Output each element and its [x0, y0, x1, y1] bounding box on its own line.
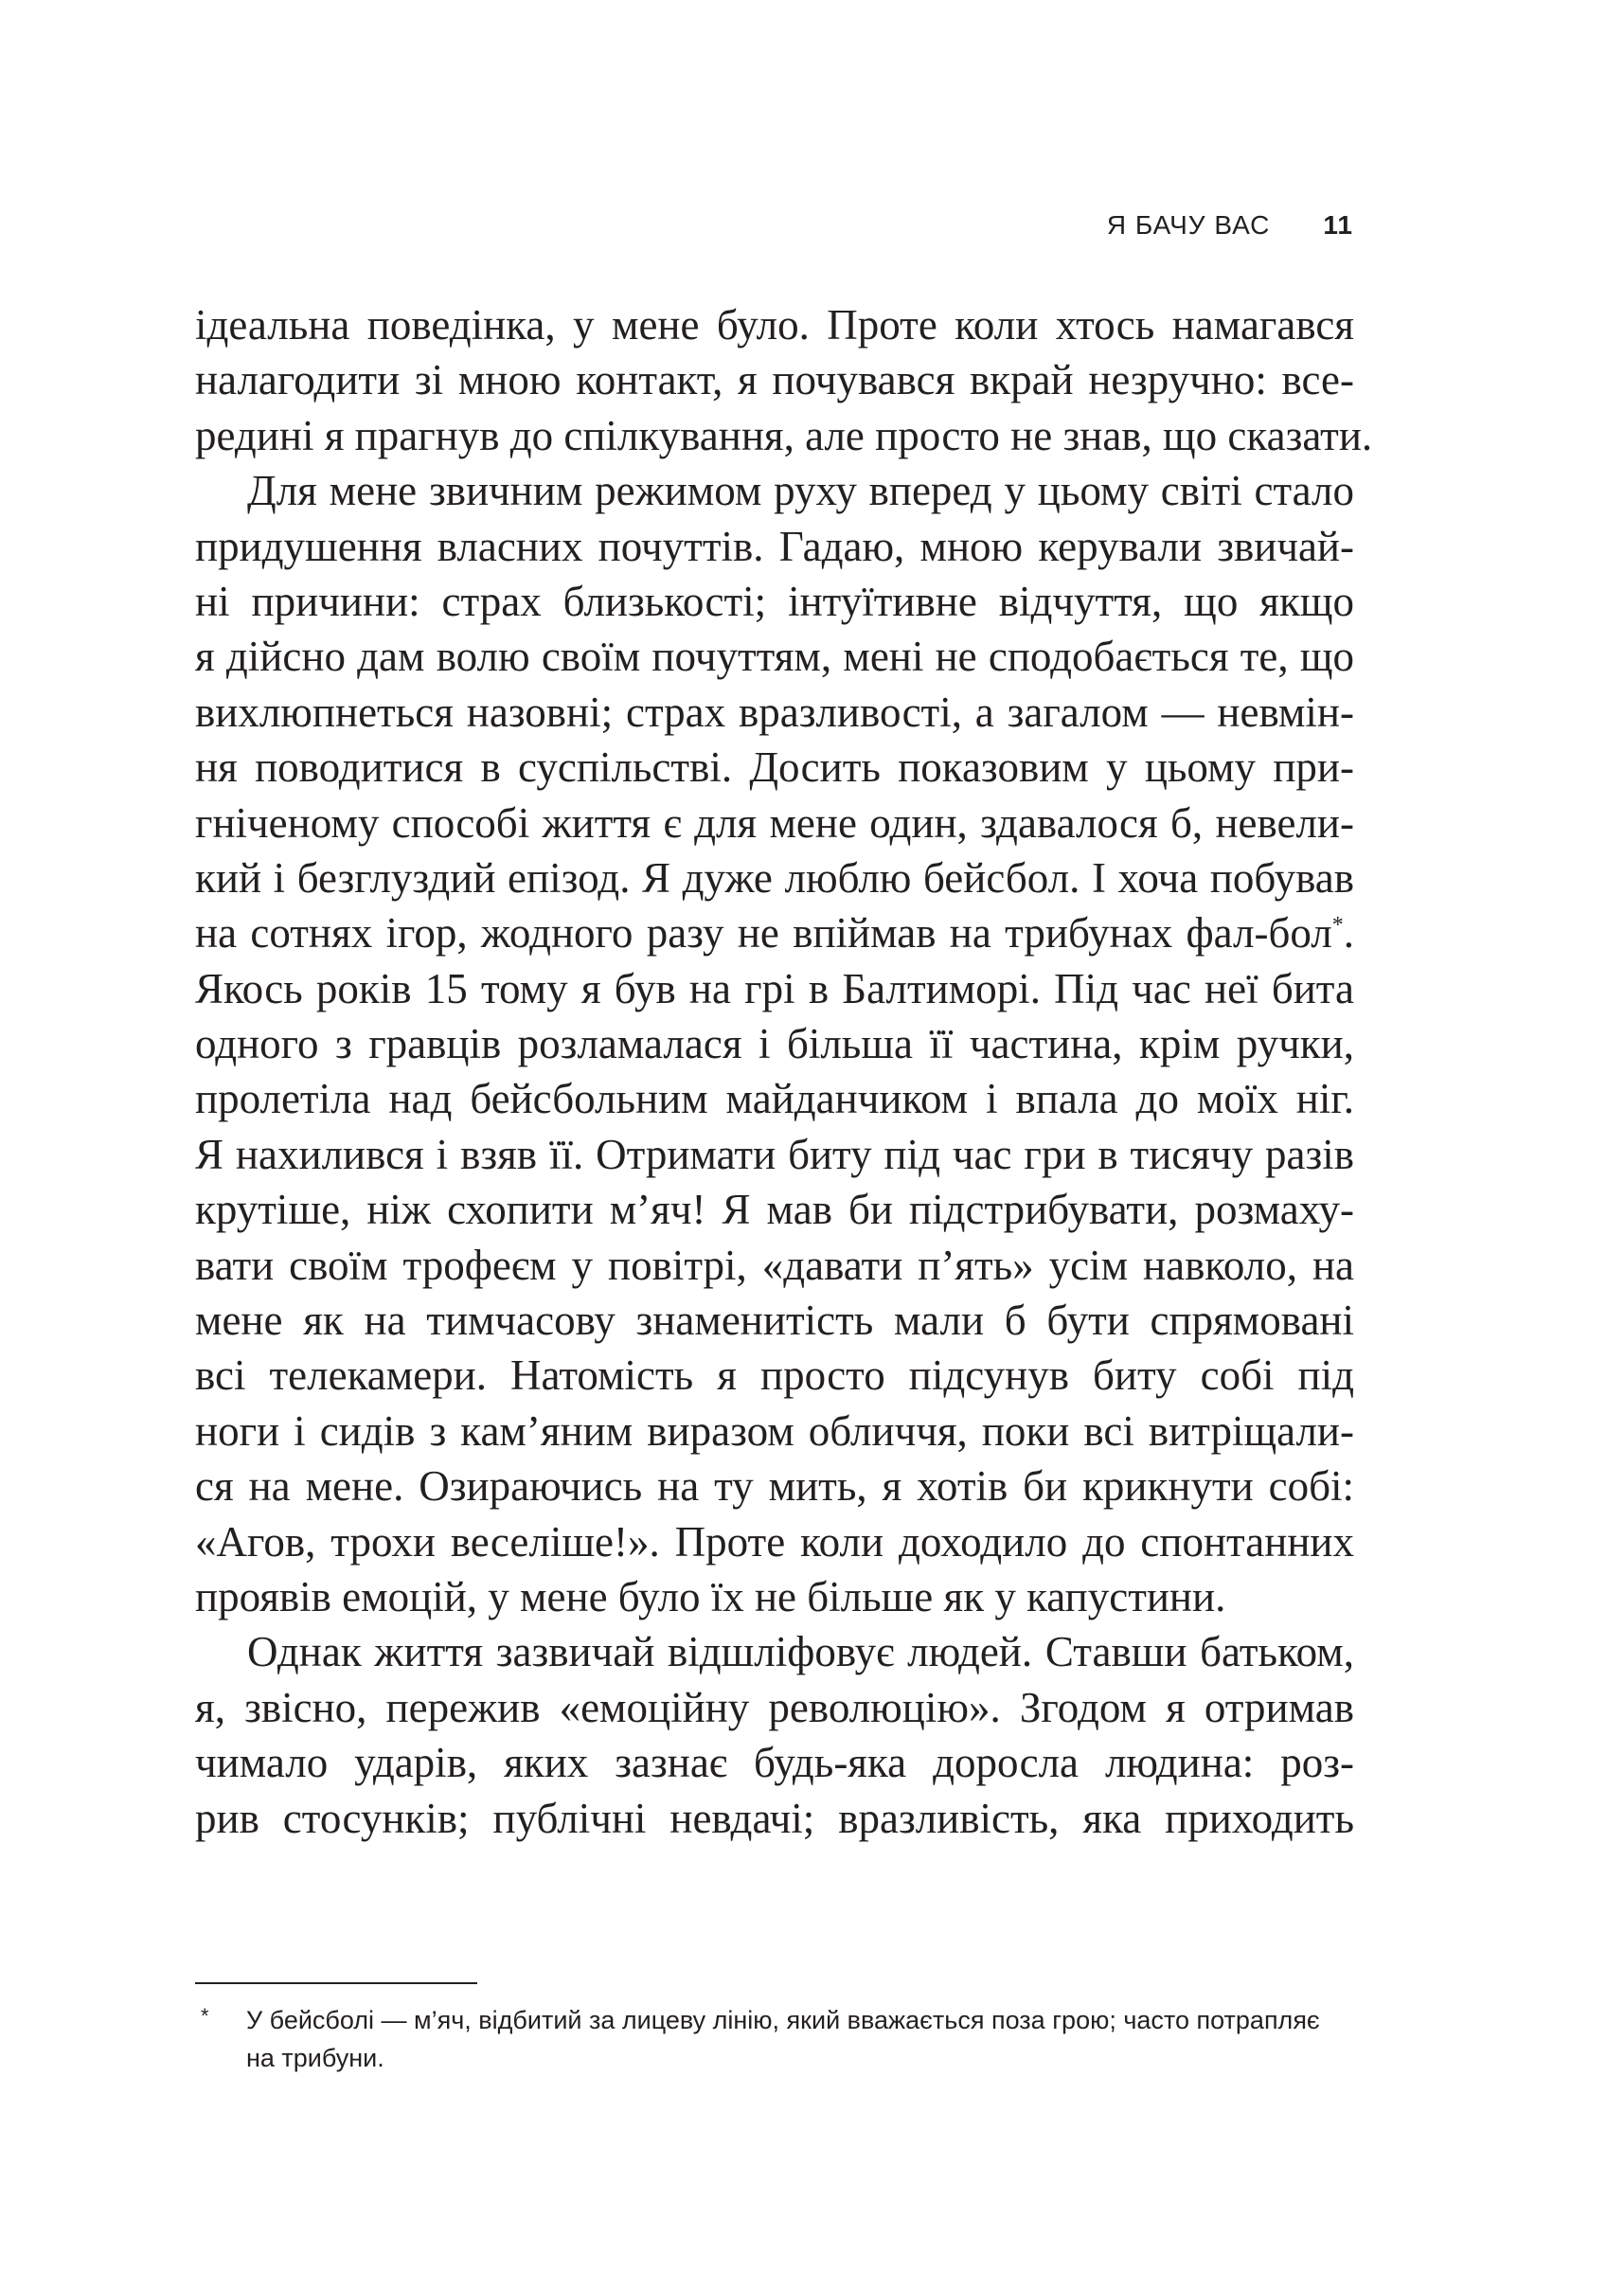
text-line: налагодити зі мною контакт, я почувався вкрай незручно: все- — [195, 356, 1354, 404]
text-line: пролетіла над бейсбольним майданчиком і впала до моїх ніг. — [195, 1075, 1354, 1123]
text-line: чимало ударів, яких зазнає будь-яка доросла людина: роз- — [195, 1739, 1354, 1787]
text-line: придушення власних почуттів. Гадаю, мною керували звичай- — [195, 522, 1354, 570]
text-line: Для мене звичним режимом руху вперед у цьому світі стало — [247, 467, 1354, 515]
text-line: всі телекамери. Натомість я просто підсунув биту собі під — [195, 1351, 1354, 1400]
footnote-reference[interactable]: * — [1331, 913, 1344, 939]
line-text: на сотнях ігор, жодного разу не впіймав на трибунах фал-бол — [195, 909, 1332, 958]
text-line: мене як на тимчасову знаменитість мали б бути спрямовані — [195, 1297, 1354, 1345]
text-line: одного з гравців розламалася і більша її частина, крім ручки, — [195, 1020, 1354, 1068]
text-line: Однак життя зазвичай відшліфовує людей. Ставши батьком, — [247, 1628, 1354, 1676]
text-line: Я нахилився і взяв її. Отримати биту під час гри в тисячу разів — [195, 1130, 1354, 1178]
text-line-with-footnote — [195, 905, 1354, 960]
text-line: ні причини: страх близькості; інтуїтивне відчуття, що якщо — [195, 577, 1354, 625]
text-line: кий і безглуздий епізод. Я дуже люблю бейсбол. І хоча побував — [195, 853, 1354, 902]
text-line: вати своїм трофеєм у повітрі, «давати п’ять» усім навколо, на — [195, 1241, 1354, 1289]
text-line: редині я прагнув до спілкування, але просто не знав, що сказати. — [195, 411, 1373, 459]
running-header — [1107, 206, 1353, 244]
footnote — [195, 2001, 1354, 2077]
text-line: проявів емоцій, у мене було їх не більше як у капустини. — [195, 1572, 1226, 1620]
text-line: гніченому способі життя є для мене один, здавалося б, невели- — [195, 798, 1354, 847]
line-end-punctuation: . — [1343, 909, 1354, 958]
footnote-line: У бейсболі — м’яч, відбитий за лицеву лінію, який вважається поза грою; часто потрапляє — [246, 2006, 1320, 2034]
footnote-marker: * — [201, 2004, 209, 2028]
text-line: ноги і сидів з кам’яним виразом обличчя, поки всі витріщали- — [195, 1406, 1354, 1455]
text-line: ся на мене. Озираючись на ту мить, я хотів би крикнути собі: — [195, 1462, 1354, 1511]
body-text — [195, 297, 1373, 1846]
running-title: Я БАЧУ ВАС — [1106, 210, 1271, 240]
text-line: ідеальна поведінка, у мене було. Проте коли хтось намагався — [195, 301, 1354, 349]
footnote-divider — [195, 1982, 477, 1984]
text-line: крутіше, ніж схопити м’яч! Я мав би підстрибувати, розмаху- — [195, 1186, 1354, 1234]
footnote-line: на трибуни. — [246, 2044, 384, 2072]
text-line: «Агов, трохи веселіше!». Проте коли доходило до спонтанних — [195, 1517, 1354, 1566]
page-number: 11 — [1323, 210, 1353, 240]
text-line: я, звісно, пережив «емоційну революцію». Згодом я отримав — [195, 1683, 1354, 1731]
text-line: Якось років 15 тому я був на грі в Балтиморі. Під час неї бита — [195, 964, 1354, 1012]
text-line: я дійсно дам волю своїм почуттям, мені не сподобається те, що — [195, 633, 1354, 681]
text-line: рив стосунків; публічні невдачі; вразливість, яка приходить — [195, 1794, 1354, 1842]
text-line: ня поводитися в суспільстві. Досить показовим у цьому при- — [195, 743, 1354, 792]
text-line: вихлюпнеться назовні; страх вразливості, а загалом — невмін- — [195, 688, 1354, 736]
